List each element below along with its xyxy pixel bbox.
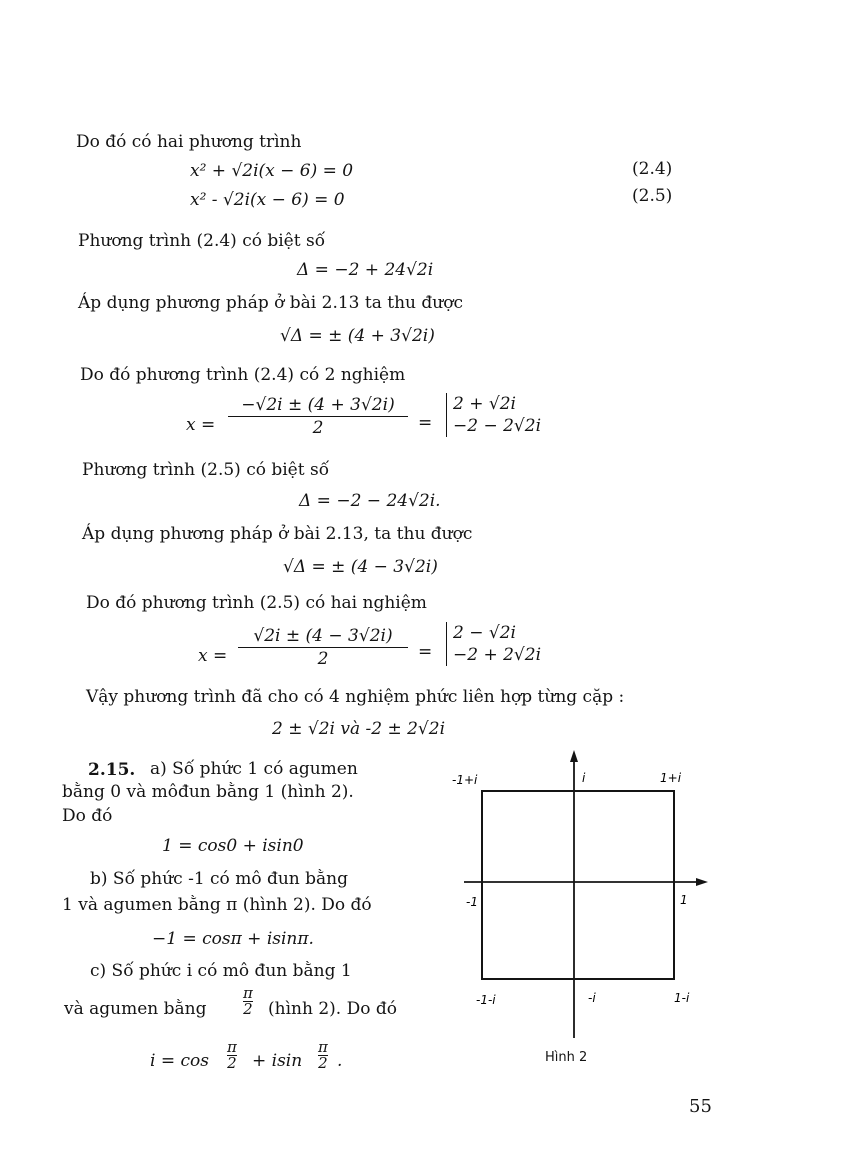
figure-caption: Hình 2 — [545, 1050, 588, 1065]
two-denominator: 2 — [243, 1000, 253, 1018]
fraction-2 — [238, 625, 408, 670]
x-equals-2: x = — [198, 646, 228, 666]
line-two-roots-1: Do đó phương trình (2.4) có 2 nghiệm — [80, 365, 406, 385]
two-denominator-sin: 2 — [318, 1054, 328, 1072]
problem-c-line-1: c) Số phức i có mô đun bằng 1 — [90, 961, 352, 981]
delta-1: Δ = −2 + 24√2i — [297, 260, 434, 280]
line-apply-method-1: Áp dụng phương pháp ở bài 2.13 ta thu được — [78, 293, 463, 313]
all-roots: 2 ± √2i và -2 ± 2√2i — [272, 719, 446, 739]
problem-a-line-2: bằng 0 và môđun bằng 1 (hình 2). — [62, 782, 354, 802]
solution-2b: −2 + 2√2i — [453, 645, 542, 665]
pi-numerator-cos: π — [227, 1038, 237, 1056]
equation-i-part-c: . — [337, 1051, 343, 1071]
equation-2-5: x² - √2i(x − 6) = 0 — [190, 190, 345, 210]
figure-complex-plane — [440, 740, 730, 1040]
equation-2-4: x² + √2i(x − 6) = 0 — [190, 161, 354, 181]
label-minus-one-minus-i: -1-i — [476, 993, 496, 1007]
problem-c-line-2a: và agumen bằng — [64, 999, 207, 1019]
equation-one: 1 = cos0 + isin0 — [162, 836, 304, 856]
line-discriminant-2: Phương trình (2.5) có biệt số — [82, 460, 330, 480]
delta-2: Δ = −2 − 24√2i. — [299, 491, 441, 511]
equation-2-5-number: (2.5) — [632, 186, 673, 206]
equals-sign-1: = — [418, 413, 433, 433]
label-minus-i: -i — [588, 991, 596, 1005]
label-one-minus-i: 1-i — [674, 991, 690, 1005]
real-axis-arrow — [696, 878, 708, 886]
fraction-pi-over-2-sin — [318, 1040, 328, 1071]
label-minus-one-plus-i: -1+i — [452, 773, 478, 787]
pi-numerator-sin: π — [318, 1038, 328, 1056]
equation-i-part-a: i = cos — [150, 1051, 209, 1071]
line-intro: Do đó có hai phương trình — [76, 132, 302, 152]
problem-a-line-3: Do đó — [62, 806, 113, 826]
label-one: 1 — [680, 893, 688, 907]
label-i: i — [582, 771, 586, 785]
line-conclusion: Vậy phương trình đã cho có 4 nghiệm phức liên hợp từng cặp : — [86, 687, 625, 707]
page-number: 55 — [689, 1096, 712, 1117]
fraction-2-denominator: 2 — [317, 649, 329, 669]
equation-i-part-b: + isin — [252, 1051, 303, 1071]
solution-1a: 2 + √2i — [453, 394, 516, 414]
equals-sign-2: = — [418, 642, 433, 662]
label-minus-one: -1 — [466, 895, 478, 909]
fraction-pi-over-2-cos — [227, 1040, 237, 1071]
problem-number: 2.15. — [88, 760, 136, 780]
equation-2-4-number: (2.4) — [632, 159, 673, 179]
unit-square — [482, 791, 674, 979]
fraction-pi-over-2 — [243, 986, 253, 1017]
two-denominator-cos: 2 — [227, 1054, 237, 1072]
imaginary-axis-arrow — [570, 750, 578, 762]
fraction-1-numerator: −√2i ± (4 + 3√2i) — [228, 394, 408, 417]
solution-set-1 — [446, 393, 541, 437]
problem-b-line-2: 1 và agumen bằng π (hình 2). Do đó — [62, 895, 372, 915]
problem-c-line-2b: (hình 2). Do đó — [268, 999, 397, 1019]
pi-numerator: π — [243, 984, 253, 1002]
line-two-roots-2: Do đó phương trình (2.5) có hai nghiệm — [86, 593, 427, 613]
fraction-2-numerator: √2i ± (4 − 3√2i) — [238, 625, 408, 648]
sqrt-delta-2: √Δ = ± (4 − 3√2i) — [283, 557, 438, 577]
solution-2a: 2 − √2i — [453, 623, 516, 643]
solution-set-2 — [446, 622, 541, 666]
problem-a-line-1: a) Số phức 1 có agumen — [150, 759, 358, 779]
x-equals-1: x = — [186, 415, 216, 435]
fraction-1 — [228, 394, 408, 439]
solution-1b: −2 − 2√2i — [453, 416, 542, 436]
fraction-1-denominator: 2 — [312, 418, 324, 438]
line-apply-method-2: Áp dụng phương pháp ở bài 2.13, ta thu được — [82, 524, 473, 544]
sqrt-delta-1: √Δ = ± (4 + 3√2i) — [280, 326, 435, 346]
problem-b-line-1: b) Số phức -1 có mô đun bằng — [90, 869, 348, 889]
label-one-plus-i: 1+i — [660, 771, 682, 785]
equation-minus-one: −1 = cosπ + isinπ. — [152, 929, 314, 949]
line-discriminant-1: Phương trình (2.4) có biệt số — [78, 231, 326, 251]
